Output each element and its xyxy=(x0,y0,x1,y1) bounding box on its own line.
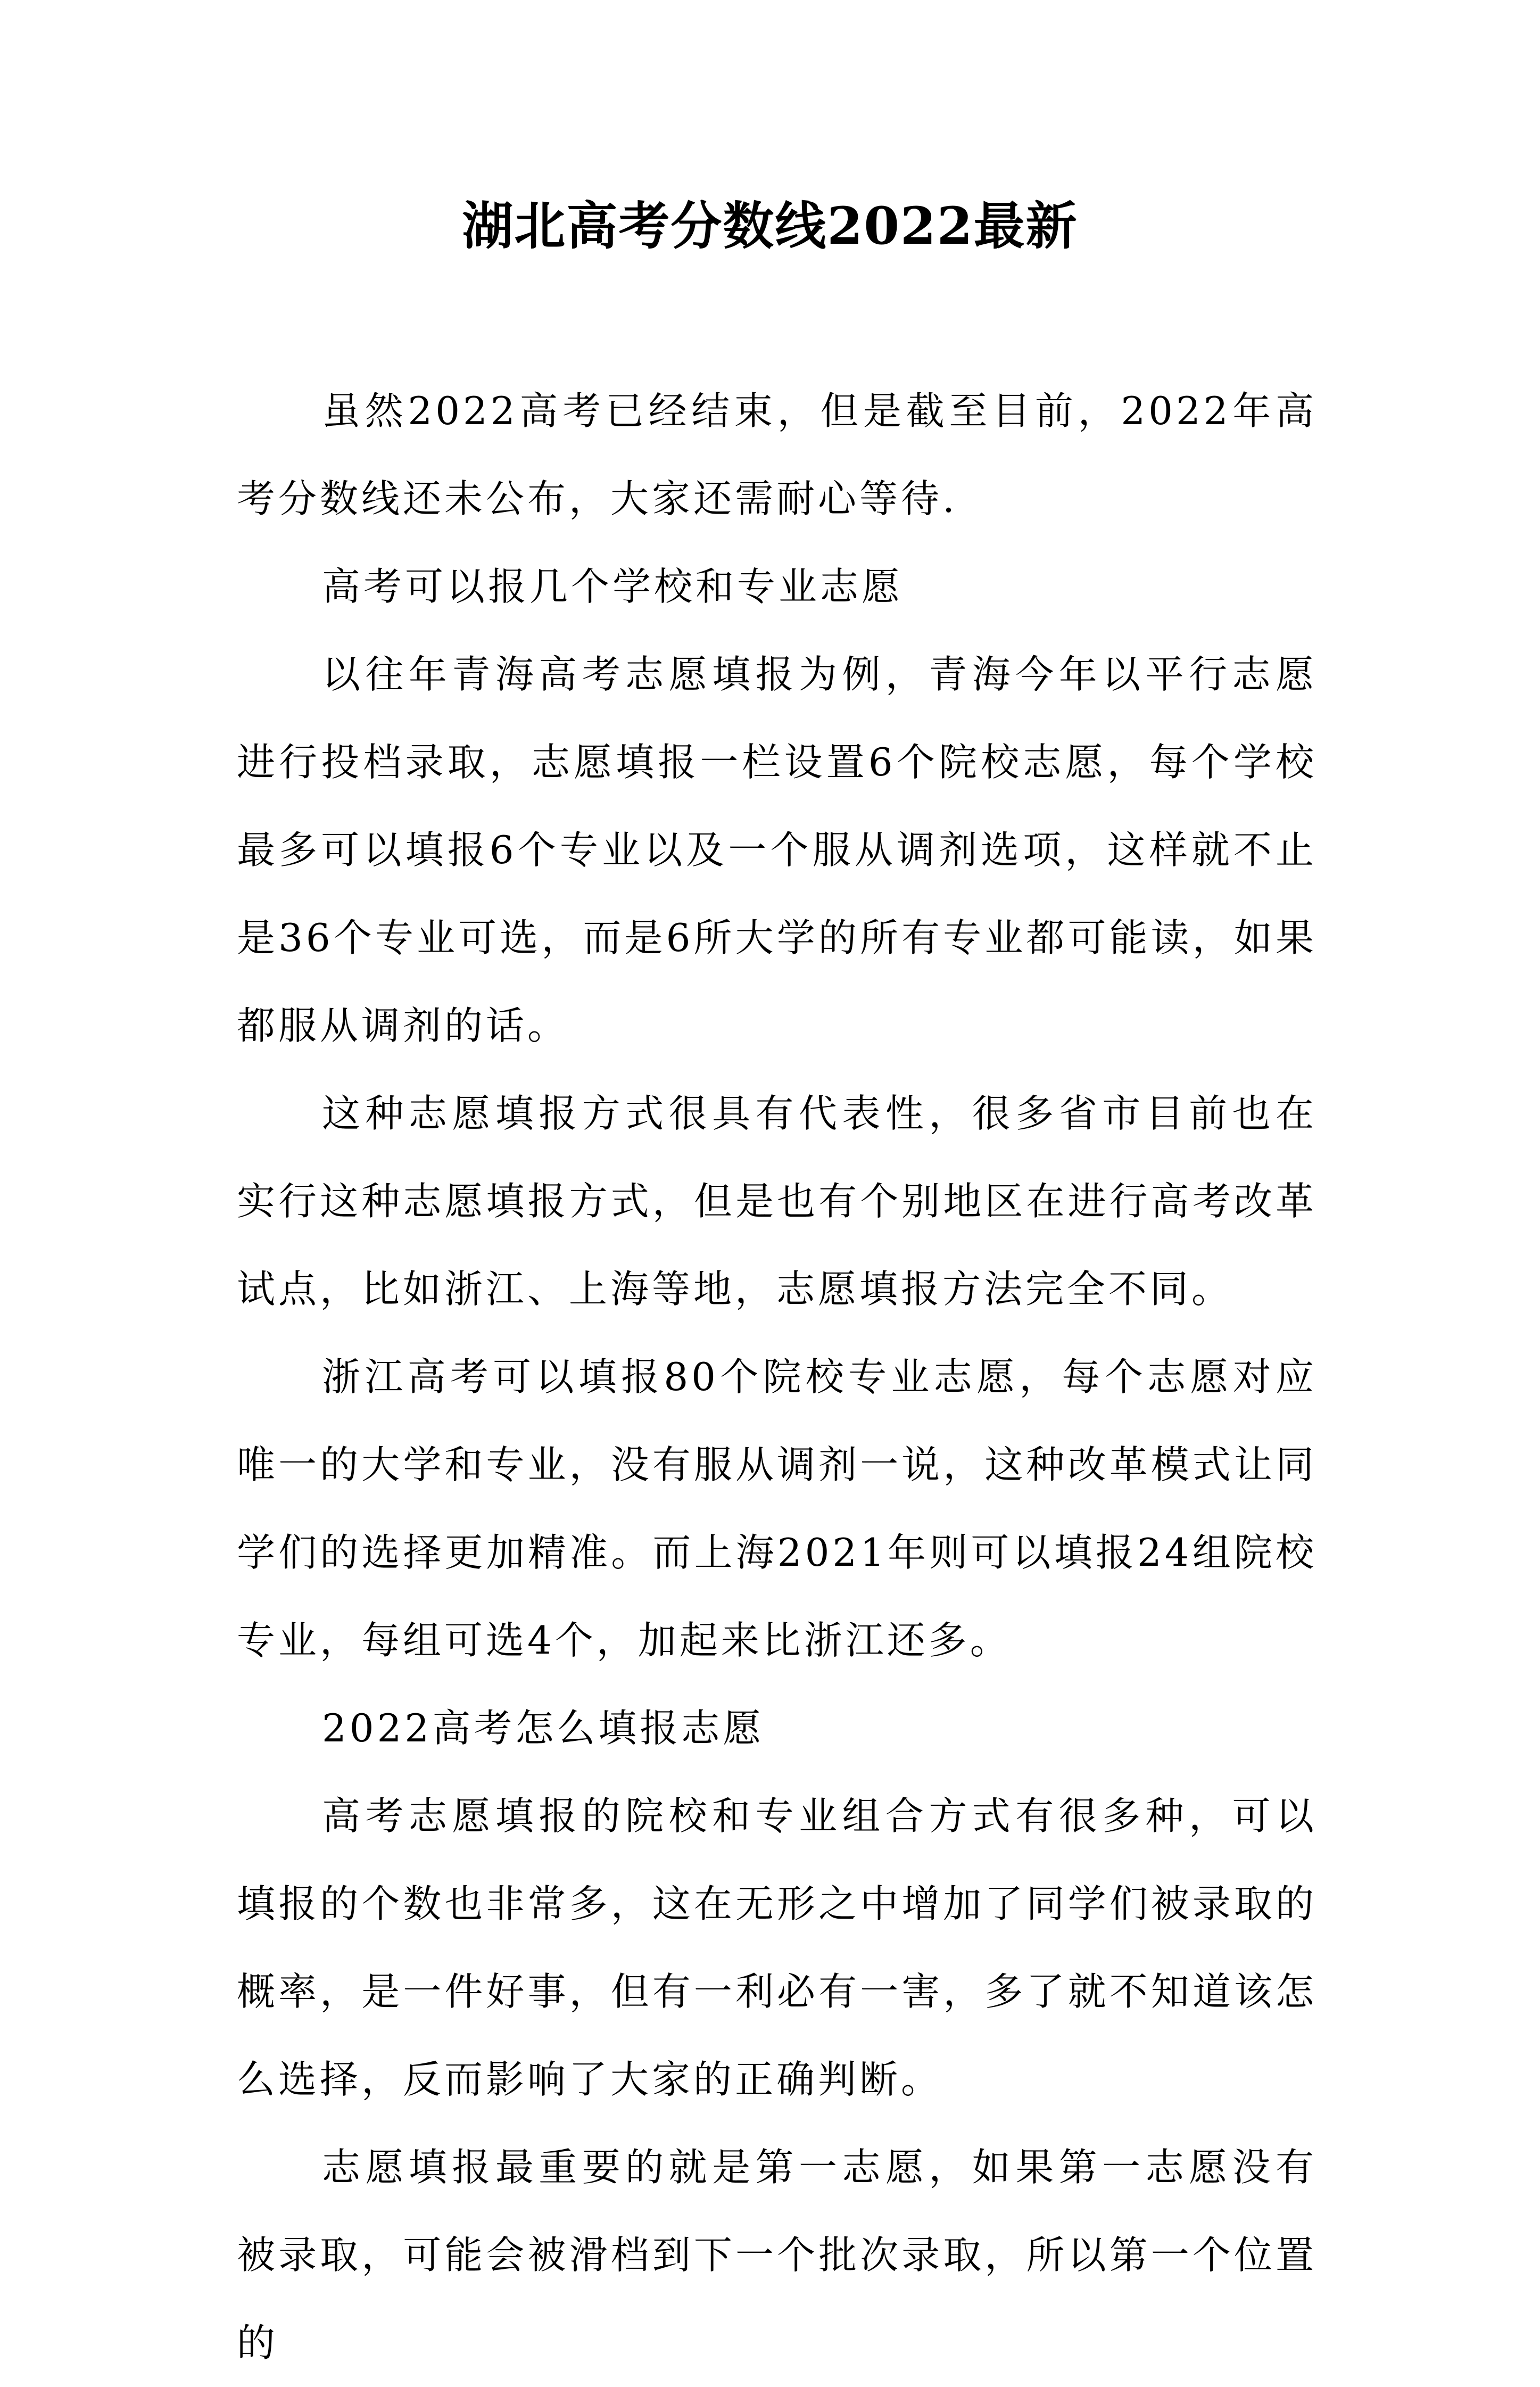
paragraph: 虽然2022高考已经结束，但是截至目前，2022年高考分数线还未公布，大家还需耐心等待. xyxy=(237,389,1317,521)
paragraph: 志愿填报最重要的就是第一志愿，如果第一志愿没有被录取，可能会被滑档到下一个批次录取，所以第一个位置的 xyxy=(237,2145,1317,2365)
section-heading: 2022高考怎么填报志愿 xyxy=(322,1706,765,1750)
paragraph: 这种志愿填报方式很具有代表性，很多省市目前也在实行这种志愿填报方式，但是也有个别地区在进行高考改革试点，比如浙江、上海等地，志愿填报方法完全不同。 xyxy=(237,1091,1317,1311)
paragraph: 以往年青海高考志愿填报为例，青海今年以平行志愿进行投档录取，志愿填报一栏设置6个院校志愿，每个学校最多可以填报6个专业以及一个服从调剂选项，这样就不止是36个专业可选，而是6所大学的所有专业都可能读，如果都服从调剂的话。 xyxy=(237,652,1317,1048)
section-heading: 高考可以报几个学校和专业志愿 xyxy=(322,564,904,609)
document-title: 湖北高考分数线2022最新 xyxy=(462,196,1078,256)
paragraph: 高考志愿填报的院校和专业组合方式有很多种，可以填报的个数也非常多，这在无形之中增加了同学们被录取的概率，是一件好事，但有一利必有一害，多了就不知道该怎么选择，反而影响了大家的正确判断。 xyxy=(237,1794,1317,2102)
document-body xyxy=(237,367,1317,2387)
paragraph: 浙江高考可以填报80个院校专业志愿，每个志愿对应唯一的大学和专业，没有服从调剂一说，这种改革模式让同学们的选择更加精准。而上海2021年则可以填报24组院校专业，每组可选4个，加起来比浙江还多。 xyxy=(237,1354,1317,1663)
